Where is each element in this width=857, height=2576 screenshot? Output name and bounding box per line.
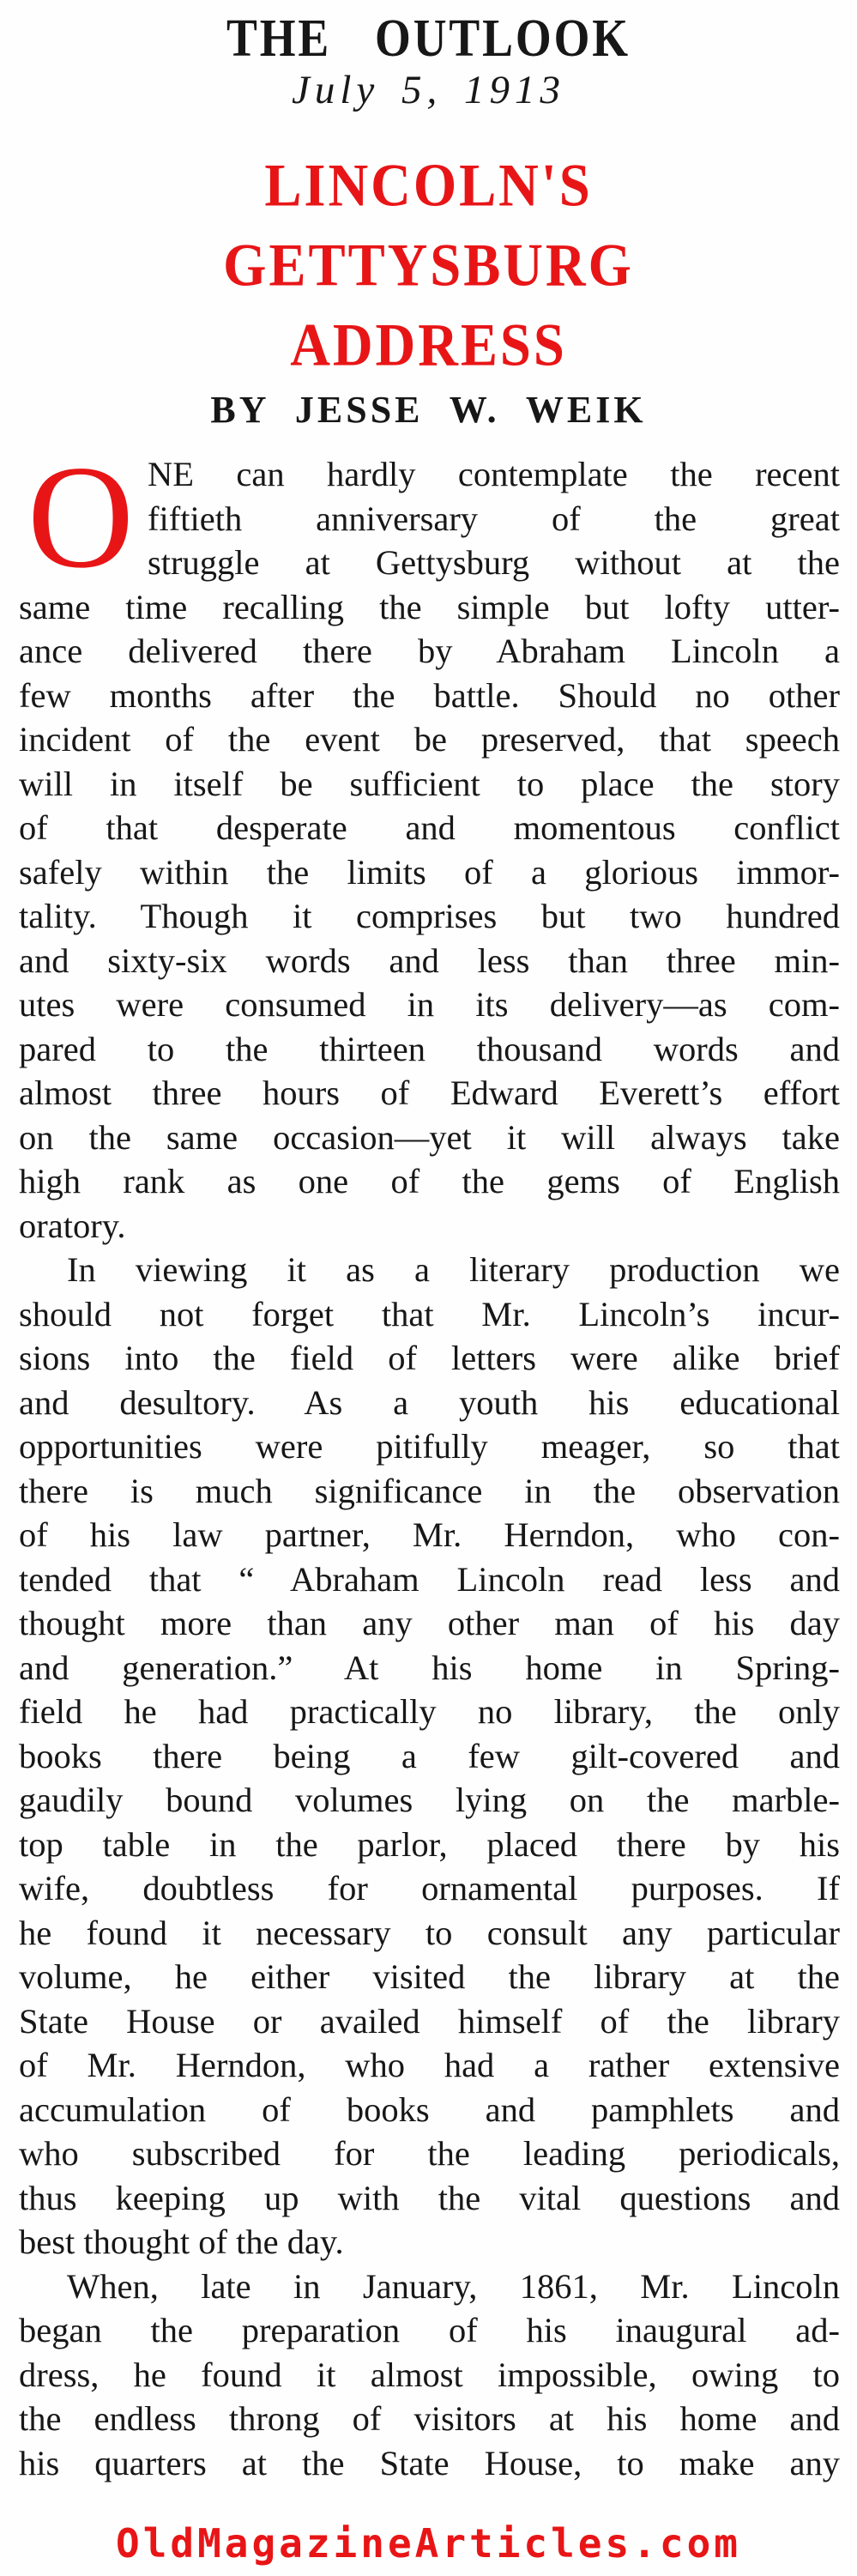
text-line: field he had practically no library, the only (19, 1692, 840, 1731)
text-line: and generation.” At his home in Spring- (19, 1648, 840, 1687)
text-line: In viewing it as a literary production we (67, 1250, 840, 1289)
text-line: of that desperate and momentous conflict (19, 808, 840, 847)
page-header (0, 0, 857, 113)
text-line: struggle at Gettysburg without at the (148, 543, 840, 582)
text-line: began the preparation of his inaugural ad- (19, 2311, 840, 2349)
paragraph (19, 436, 840, 1248)
text-line: his quarters at the State House, to make any (19, 2443, 840, 2482)
text-line: of Mr. Herndon, who had a rather extensive (19, 2046, 840, 2084)
text-line: dress, he found it almost impossible, owing to (19, 2355, 840, 2394)
text-line: there is much significance in the observation (19, 1471, 840, 1510)
text-line: When, late in January, 1861, Mr. Lincoln (67, 2266, 840, 2306)
article-title (0, 146, 857, 385)
text-line: same time recalling the simple but lofty utter- (19, 587, 840, 626)
watermark-text: OldMagazineArticles.com (116, 2520, 741, 2567)
text-line: and sixty-six words and less than three min- (19, 940, 840, 980)
text-line: few months after the battle. Should no other (19, 675, 840, 715)
text-line: and desultory. As a youth his educational (19, 1382, 840, 1422)
text-line: NE can hardly contemplate the recent (148, 455, 840, 493)
text-line: pared to the thirteen thousand words and (19, 1029, 840, 1068)
text-line: of his law partner, Mr. Herndon, who con- (19, 1515, 840, 1554)
article-title-line: LINCOLN'S (264, 152, 593, 220)
text-line: utes were consumed in its delivery—as com- (19, 985, 840, 1024)
article-body (0, 432, 857, 2485)
text-line: he found it necessary to consult any particular (19, 1913, 840, 1952)
text-line: volume, he either visited the library at the (19, 1957, 840, 1996)
text-line: wife, doubtless for ornamental purposes. If (19, 1869, 840, 1908)
text-line: almost three hours of Edward Everett’s effort (19, 1073, 840, 1112)
text-line: safely within the limits of a glorious immor- (19, 852, 840, 892)
text-line: thought more than any other man of his day (19, 1604, 840, 1642)
text-line: ance delivered there by Abraham Lincoln a (19, 632, 840, 670)
text-line: top table in the parlor, placed there by his (19, 1824, 840, 1864)
text-line: fiftieth anniversary of the great (148, 499, 840, 538)
text-line: accumulation of books and pamphlets and (19, 2089, 840, 2129)
masthead-title: THE OUTLOOK (226, 9, 631, 69)
paragraph (19, 1248, 840, 2265)
text-line: who subscribed for the leading periodicals, (19, 2134, 840, 2173)
text-line: oratory. (19, 1206, 126, 1245)
text-line: the endless throng of visitors at his home and (19, 2399, 840, 2438)
text-line: sions into the field of letters were alike brief (19, 1339, 840, 1377)
text-line: on the same occasion—yet it will always take (19, 1117, 840, 1157)
text-line: tended that “ Abraham Lincoln read less and (19, 1559, 840, 1599)
article-title-line: ADDRESS (290, 311, 567, 379)
text-line: incident of the event be preserved, that speech (19, 720, 840, 759)
paragraph (19, 2265, 840, 2486)
text-line: books there being a few gilt-covered and (19, 1736, 840, 1775)
issue-date: July 5, 1913 (291, 68, 566, 112)
text-line: should not forget that Mr. Lincoln’s incur- (19, 1294, 840, 1333)
drop-cap-letter: O (27, 436, 135, 599)
text-line: will in itself be sufficient to place the story (19, 764, 840, 803)
article-byline: BY JESSE W. WEIK (210, 389, 647, 431)
text-line: gaudily bound volumes lying on the marble- (19, 1781, 840, 1819)
text-line: State House or availed himself of the library (19, 2001, 840, 2041)
text-line: opportunities were pitifully meager, so that (19, 1427, 840, 1466)
text-line: best thought of the day. (19, 2222, 344, 2261)
text-line: high rank as one of the gems of English (19, 1162, 840, 1200)
article-title-line: GETTYSBURG (223, 232, 634, 299)
text-line: thus keeping up with the vital questions and (19, 2178, 840, 2217)
text-line: tality. Though it comprises but two hundred (19, 897, 840, 935)
